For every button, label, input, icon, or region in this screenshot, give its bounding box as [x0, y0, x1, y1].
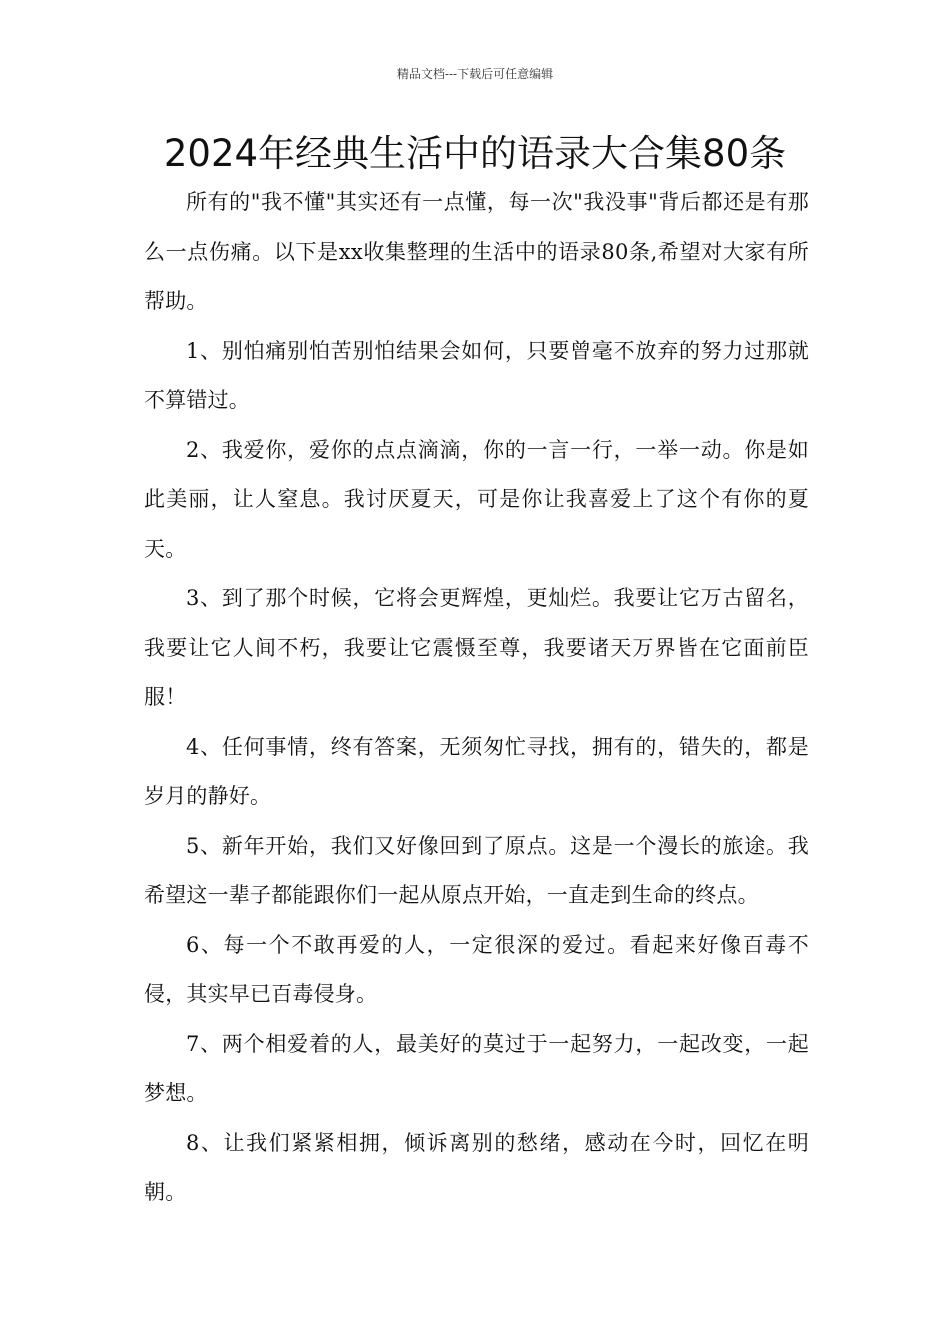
quote-paragraph-6: 6、每一个不敢再爱的人，一定很深的爱过。看起来好像百毒不侵，其实早已百毒侵身。 — [144, 932, 809, 1006]
document-title: 2024年经典生活中的语录大合集80条 — [163, 132, 787, 175]
quote-paragraph-8: 8、让我们紧紧相拥，倾诉离别的愁绪，感动在今时，回忆在明朝。 — [144, 1130, 809, 1204]
document-body — [144, 178, 809, 1218]
quote-paragraph-4: 4、任何事情，终有答案，无须匆忙寻找，拥有的，错失的，都是岁月的静好。 — [144, 734, 809, 808]
quote-paragraph-2: 2、我爱你，爱你的点点滴滴，你的一言一行，一举一动。你是如此美丽，让人窒息。我讨厌夏天，可是你让我喜爱上了这个有你的夏天。 — [144, 437, 809, 561]
quote-paragraph-5: 5、新年开始，我们又好像回到了原点。这是一个漫长的旅途。我希望这一辈子都能跟你们一起从原点开始，一直走到生命的终点。 — [144, 833, 809, 907]
quote-paragraph-1: 1、别怕痛别怕苦别怕结果会如何，只要曾毫不放弃的努力过那就不算错过。 — [144, 338, 809, 412]
quote-paragraph-7: 7、两个相爱着的人，最美好的莫过于一起努力，一起改变，一起梦想。 — [144, 1031, 809, 1105]
quote-paragraph-3: 3、到了那个时候，它将会更辉煌，更灿烂。我要让它万古留名，我要让它人间不朽，我要让它震慑至尊，我要诸天万界皆在它面前臣服！ — [144, 586, 809, 709]
intro-paragraph: 所有的"我不懂"其实还有一点懂，每一次"我没事"背后都还是有那么一点伤痛。以下是xx收集整理的生活中的语录80条,希望对大家有所帮助。 — [144, 190, 809, 313]
header-note: 精品文档---下载后可任意编辑 — [396, 67, 554, 81]
